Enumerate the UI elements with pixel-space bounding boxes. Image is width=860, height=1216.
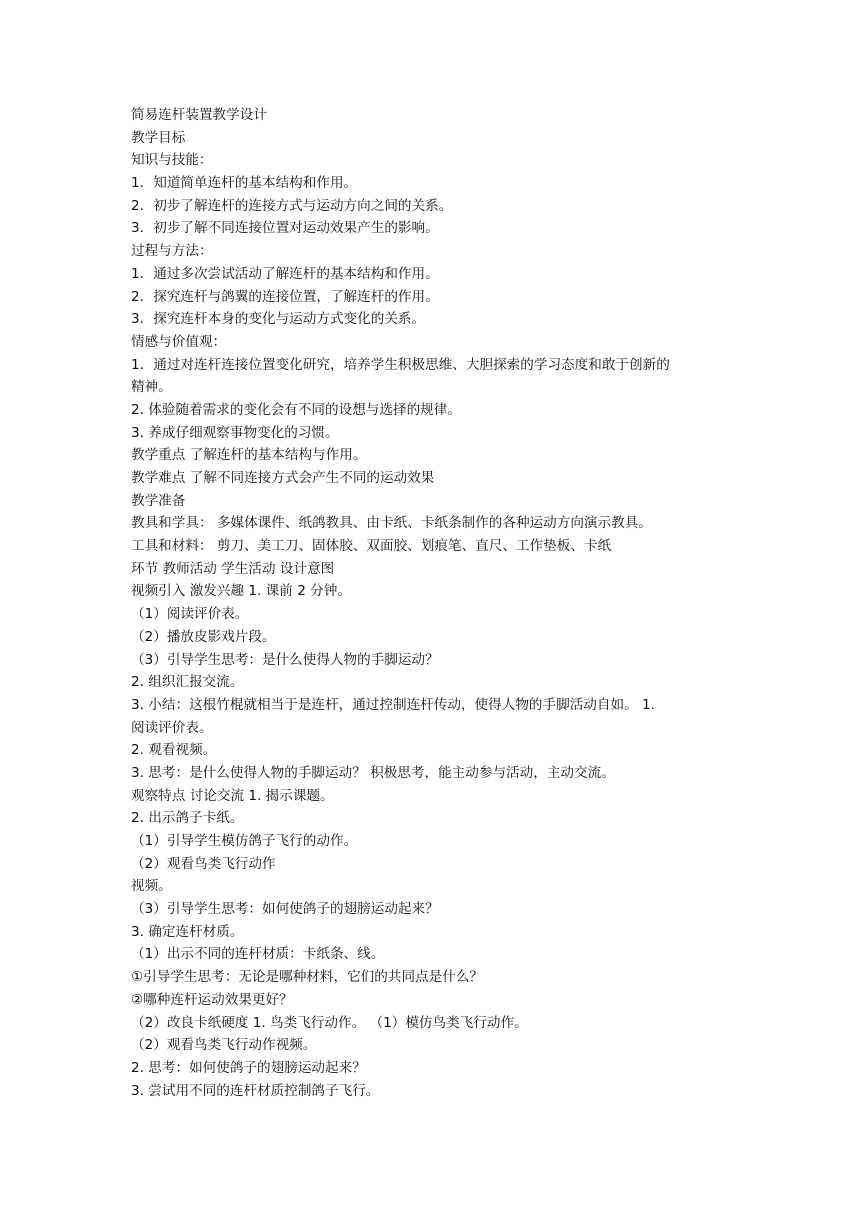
text-line: 1．通过多次尝试活动了解连杆的基本结构和作用。: [131, 265, 439, 282]
text-line: 2. 思考：如何使鸽子的翅膀运动起来？: [131, 1059, 366, 1076]
text-line: 2. 体验随着需求的变化会有不同的设想与选择的规律。: [131, 401, 461, 418]
text-line: ①引导学生思考：无论是哪种材料，它们的共同点是什么？: [131, 969, 484, 986]
text-line: （2）改良卡纸硬度 1. 鸟类飞行动作。 （1）模仿鸟类飞行动作。: [131, 1014, 528, 1031]
text-line: 2. 出示鸽子卡纸。: [131, 810, 244, 827]
subsection-heading: 知识与技能：: [131, 152, 213, 169]
text-line: 精神。: [131, 379, 172, 396]
text-line: 3．初步了解不同连接位置对运动效果产生的影响。: [131, 220, 439, 237]
document-title: 简易连杆装置教学设计: [131, 107, 267, 123]
section-heading: 教学目标: [131, 129, 186, 146]
text-line: 3. 养成仔细观察事物变化的习惯。: [131, 424, 339, 441]
text-line: 2. 组织汇报交流。: [131, 674, 244, 691]
text-line: 视频。: [131, 878, 172, 895]
text-line: 3．探究连杆本身的变化与运动方式变化的关系。: [131, 311, 426, 328]
document-body: [131, 104, 771, 1102]
text-line: 1．知道简单连杆的基本结构和作用。: [131, 175, 358, 192]
text-line: 教具和学具： 多媒体课件、纸鸽教具、由卡纸、卡纸条制作的各种运动方向演示教具。: [131, 515, 652, 532]
text-line: （3）引导学生思考：如何使鸽子的翅膀运动起来？: [131, 901, 439, 918]
subsection-heading: 情感与价值观：: [131, 333, 227, 350]
table-header-line: 环节 教师活动 学生活动 设计意图: [131, 560, 335, 577]
text-line: 2．初步了解连杆的连接方式与运动方向之间的关系。: [131, 197, 453, 214]
text-line: （1）出示不同的连杆材质：卡纸条、线。: [131, 946, 385, 963]
text-line: （1）引导学生模仿鸽子飞行的动作。: [131, 833, 358, 849]
text-line: 2．探究连杆与鸽翼的连接位置，了解连杆的作用。: [131, 288, 439, 305]
text-line: 1．通过对连杆连接位置变化研究，培养学生积极思维、大胆探索的学习态度和敢于创新的: [131, 356, 670, 373]
text-line: 3. 思考：是什么使得人物的手脚运动？ 积极思考，能主动参与活动，主动交流。: [131, 764, 615, 781]
text-line: 观察特点 讨论交流 1. 揭示课题。: [131, 787, 334, 804]
text-line: 教学难点 了解不同连接方式会产生不同的运动效果: [131, 470, 435, 486]
text-line: 3. 小结：这根竹棍就相当于是连杆，通过控制连杆传动，使得人物的手脚活动自如。 1.: [131, 696, 655, 713]
text-line: （1）阅读评价表。: [131, 606, 249, 623]
text-line: 教学重点 了解连杆的基本结构与作用。: [131, 447, 367, 464]
text-line: ②哪种连杆运动效果更好？: [131, 991, 293, 1008]
text-line: （2）观看鸟类飞行动作: [131, 855, 276, 872]
text-line: 阅读评价表。: [131, 719, 213, 736]
section-heading: 教学准备: [131, 492, 186, 509]
text-line: （3）引导学生思考：是什么使得人物的手脚运动？: [131, 651, 439, 668]
text-line: 3. 确定连杆材质。: [131, 923, 244, 940]
text-line: 3. 尝试用不同的连杆材质控制鸽子飞行。: [131, 1082, 380, 1099]
text-line: 2. 观看视频。: [131, 742, 217, 759]
text-line: 视频引入 激发兴趣 1. 课前 2 分钟。: [131, 583, 351, 600]
subsection-heading: 过程与方法：: [131, 243, 213, 260]
text-line: 工具和材料： 剪刀、美工刀、固体胶、双面胶、划痕笔、直尺、工作垫板、卡纸: [131, 538, 612, 555]
text-line: （2）观看鸟类飞行动作视频。: [131, 1037, 317, 1054]
text-line: （2）播放皮影戏片段。: [131, 628, 276, 645]
